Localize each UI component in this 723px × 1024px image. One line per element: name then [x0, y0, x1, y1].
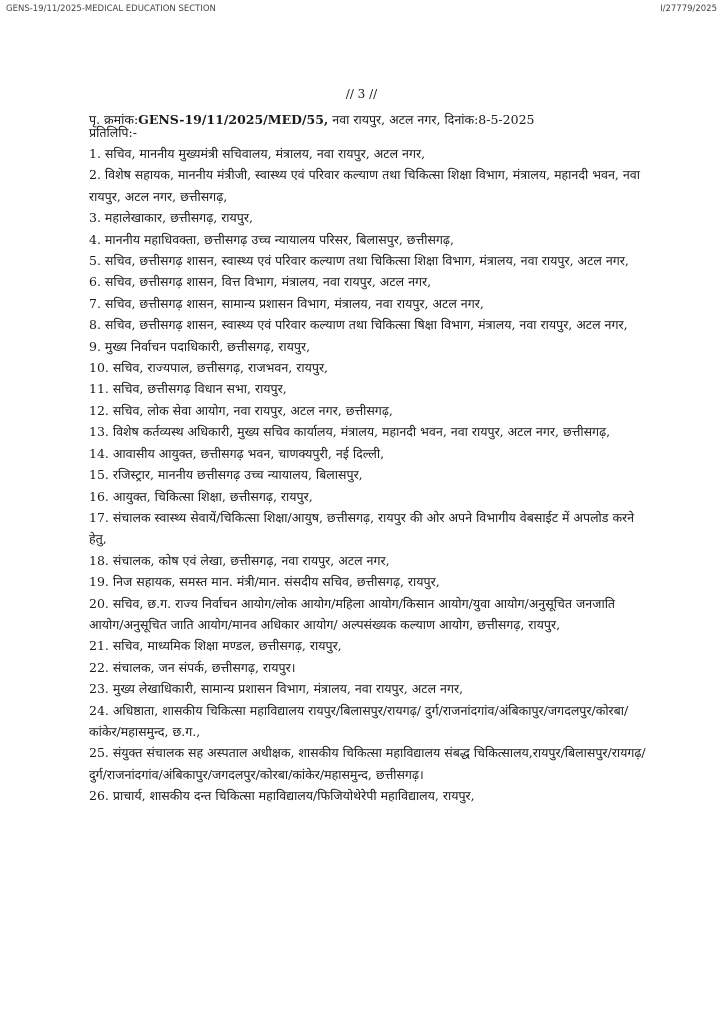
list-item: 2. विशेष सहायक, माननीय मंत्रीजी, स्वास्थ्य एवं परिवार कल्याण तथा चिकित्सा शिक्षा विभाग, मंत्रालय, महानदी भवन, नवा रायपुर, अटल नगर, छत्तीसगढ़,	[89, 167, 640, 204]
list-item: 17. संचालक स्वास्थ्य सेवायें/चिकित्सा शिक्षा/आयुष, छत्तीसगढ़, रायपुर की ओर अपने विभागीय वेबसाईट में अपलोड करने हेतु,	[89, 509, 635, 547]
document-header	[6, 4, 717, 14]
list-item: 1. सचिव, माननीय मुख्यमंत्री सचिवालय, मंत्रालय, नवा रायपुर, अटल नगर,	[89, 146, 426, 161]
header-section-label: GENS-19/11/2025-MEDICAL EDUCATION SECTION	[6, 4, 216, 14]
copy-to-list	[89, 143, 649, 807]
list-item: 13. विशेष कर्तव्यस्थ अधिकारी, मुख्य सचिव कार्यालय, मंत्रालय, महानदी भवन, नवा रायपुर, अटल नगर, छत्तीसगढ़,	[89, 424, 611, 440]
list-item: 12. सचिव, लोक सेवा आयोग, नवा रायपुर, अटल नगर, छत्तीसगढ़,	[89, 402, 393, 418]
list-item: 19. निज सहायक, समस्त मान. मंत्री/मान. संसदीय सचिव, छत्तीसगढ़, रायपुर,	[89, 574, 440, 590]
reference-prefix: पृ. क्रमांक:	[89, 112, 139, 127]
copy-to-label: प्रतिलिपि:-	[89, 125, 137, 140]
reference-line	[89, 113, 689, 127]
page-number: // 3 //	[345, 87, 378, 101]
reference-number: GENS-19/11/2025/MED/55,	[138, 112, 329, 127]
header-file-number: I/27779/2025	[660, 4, 717, 14]
list-item: 4. माननीय महाधिवक्ता, छत्तीसगढ़ उच्च न्यायालय परिसर, बिलासपुर, छत्तीसगढ़,	[89, 231, 454, 247]
list-item: 6. सचिव, छत्तीसगढ़ शासन, वित्त विभाग, मंत्रालय, नवा रायपुर, अटल नगर,	[89, 274, 432, 290]
list-item: 21. सचिव, माध्यमिक शिक्षा मण्डल, छत्तीसगढ़, रायपुर,	[89, 638, 342, 654]
list-item: 3. महालेखाकार, छत्तीसगढ़, रायपुर,	[89, 210, 253, 226]
list-item: 10. सचिव, राज्यपाल, छत्तीसगढ़, राजभवन, रायपुर,	[89, 360, 329, 376]
list-item: 14. आवासीय आयुक्त, छत्तीसगढ़ भवन, चाणक्यपुरी, नई दिल्ली,	[89, 445, 385, 461]
list-item: 9. मुख्य निर्वाचन पदाधिकारी, छत्तीसगढ़, रायपुर,	[89, 338, 311, 354]
list-item: 16. आयुक्त, चिकित्सा शिक्षा, छत्तीसगढ़, रायपुर,	[89, 488, 313, 504]
list-item: 25. संयुक्त संचालक सह अस्पताल अधीक्षक, शासकीय चिकित्सा महाविद्यालय संबद्ध चिकित्सालय,रायपुर/बिलासपुर/रायगढ़/दुर्ग/राजनांदगांव/अंबिकापुर/जगदलपुर/कोरबा/कांकेर/महासमुन्द, छत्तीसगढ़।	[89, 745, 646, 782]
list-item: 15. रजिस्ट्रार, माननीय छत्तीसगढ़ उच्च न्यायालय, बिलासपुर,	[89, 467, 363, 483]
list-item: 26. प्राचार्य, शासकीय दन्त चिकित्सा महाविद्यालय/फिजियोथेरेपी महाविद्यालय, रायपुर,	[89, 788, 475, 804]
list-item: 22. संचालक, जन संपर्क, छत्तीसगढ़, रायपुर।	[89, 659, 296, 675]
list-item: 7. सचिव, छत्तीसगढ़ शासन, सामान्य प्रशासन विभाग, मंत्रालय, नवा रायपुर, अटल नगर,	[89, 295, 484, 311]
list-item: 23. मुख्य लेखाधिकारी, सामान्य प्रशासन विभाग, मंत्रालय, नवा रायपुर, अटल नगर,	[89, 681, 464, 697]
list-item: 24. अधिष्ठाता, शासकीय चिकित्सा महाविद्यालय रायपुर/बिलासपुर/रायगढ़/ दुर्ग/राजनांदगांव/अंबिकापुर/जगदलपुर/कोरबा/कांकेर/महासमुन्द, छ.ग.,	[89, 702, 629, 739]
list-item: 5. सचिव, छत्तीसगढ़ शासन, स्वास्थ्य एवं परिवार कल्याण तथा चिकित्सा शिक्षा विभाग, मंत्रालय, नवा रायपुर, अटल नगर,	[89, 253, 629, 269]
list-item: 11. सचिव, छत्तीसगढ़ विधान सभा, रायपुर,	[89, 381, 287, 397]
reference-place-date: नवा रायपुर, अटल नगर, दिनांक:8-5-2025	[328, 112, 535, 127]
list-item: 20. सचिव, छ.ग. राज्य निर्वाचन आयोग/लोक आयोग/महिला आयोग/किसान आयोग/युवा आयोग/अनुसूचित जनजाति आयोग/अनुसूचित जाति आयोग/मानव अधिकार आयोग/ अल्पसंख्यक कल्याण आयोग, छत्तीसगढ़, रायपुर,	[89, 595, 616, 632]
list-item: 8. सचिव, छत्तीसगढ़ शासन, स्वास्थ्य एवं परिवार कल्याण तथा चिकित्सा षिक्षा विभाग, मंत्रालय, नवा रायपुर, अटल नगर,	[89, 317, 628, 333]
list-item: 18. संचालक, कोष एवं लेखा, छत्तीसगढ़, नवा रायपुर, अटल नगर,	[89, 552, 390, 568]
